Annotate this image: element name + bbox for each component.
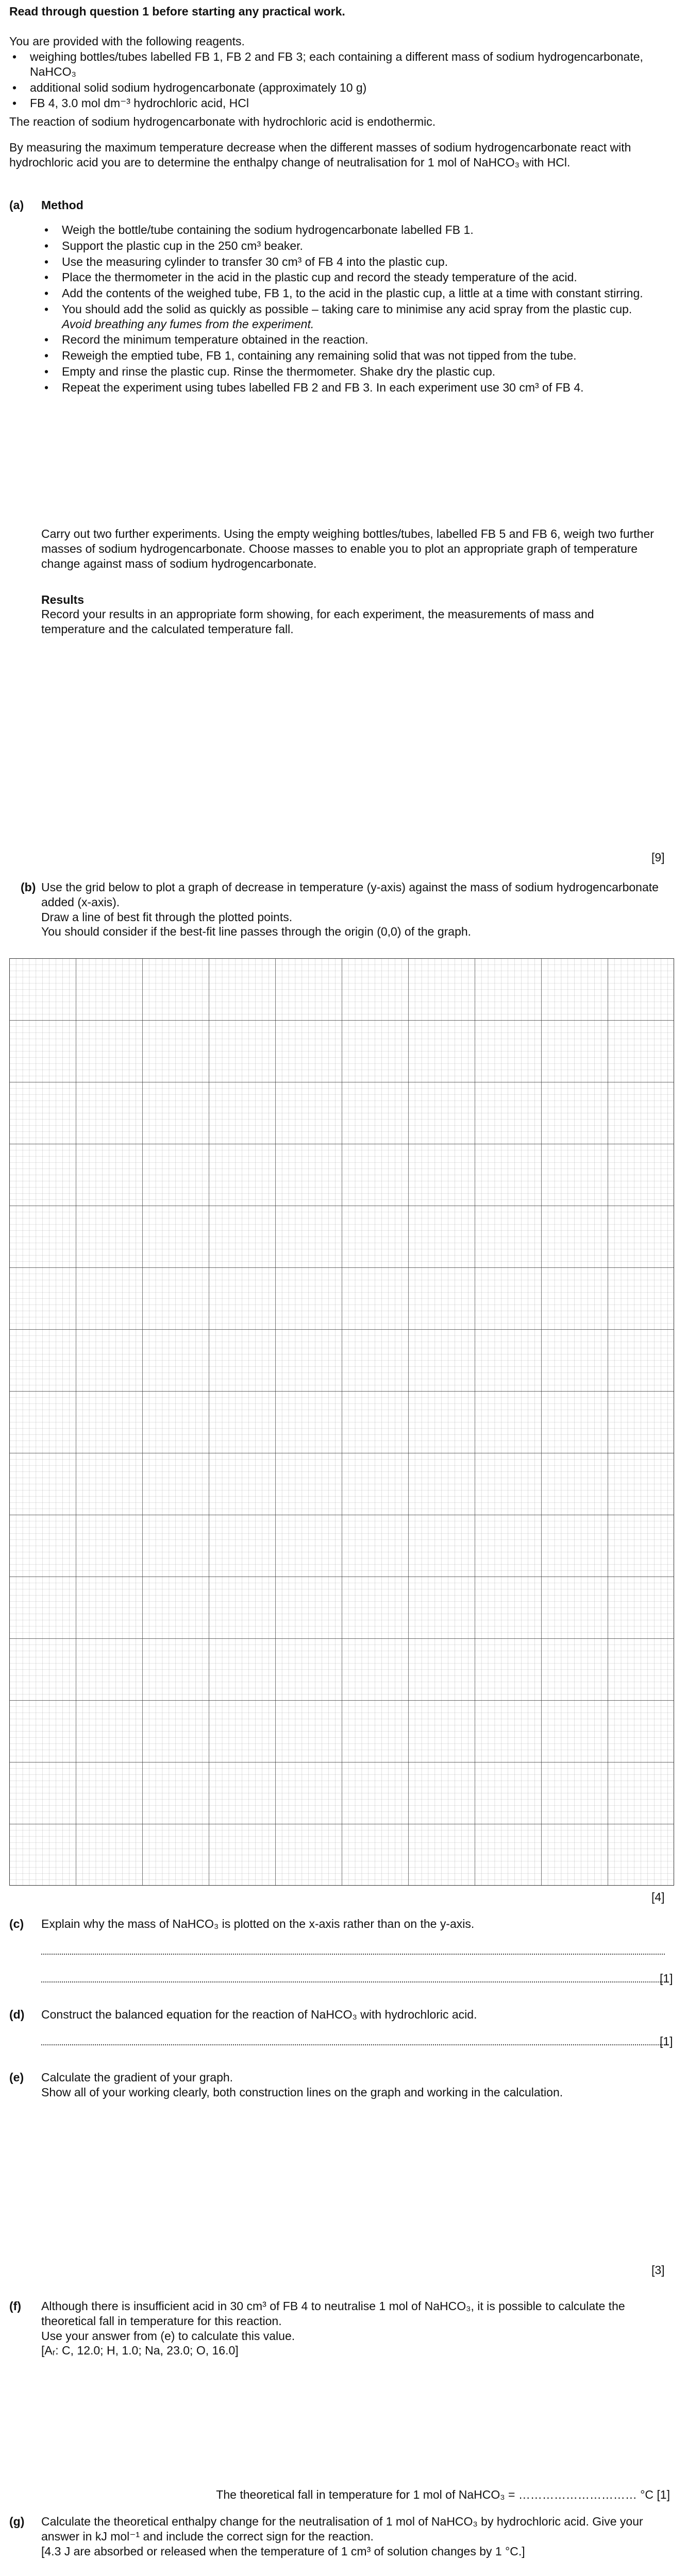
part-d-marks: [1] bbox=[660, 2035, 673, 2048]
part-d-text: Construct the balanced equation for the reaction of NaHCO₃ with hydrochloric acid. bbox=[41, 2008, 477, 2021]
method-steps bbox=[41, 223, 660, 396]
method-step: • Repeat the experiment using tubes labelled FB 2 and FB 3. In each experiment use 30 cm³ of FB 4. bbox=[44, 380, 584, 394]
part-b-best-fit: Draw a line of best fit through the plotted points. bbox=[41, 910, 293, 924]
answer-line[interactable] bbox=[41, 2044, 665, 2045]
part-f-label: (f) bbox=[9, 2299, 21, 2313]
part-c-text: Explain why the mass of NaHCO₃ is plotted on the x-axis rather than on the y-axis. bbox=[41, 1917, 475, 1930]
results-text: Record your results in an appropriate form showing, for each experiment, the measurements of mass and temperature and the calculated temperature fall. bbox=[41, 607, 594, 636]
part-e-working: Show all of your working clearly, both construction lines on the graph and working in the calculation. bbox=[41, 2085, 563, 2099]
further-experiments: Carry out two further experiments. Using the empty weighing bottles/tubes, labelled FB 5 and FB 6, weigh two further masses of sodium hydrogencarbonate. Choose masses to enable you to plot an appropriate graph of temperature change against mass of sodium hydrogencarbonate. bbox=[41, 527, 654, 570]
part-a-title: Method bbox=[41, 198, 83, 212]
reagent-list bbox=[9, 49, 659, 112]
method-step: • Place the thermometer in the acid in the plastic cup and record the steady temperature of the acid. bbox=[44, 270, 577, 284]
statement-aim: By measuring the maximum temperature decrease when the different masses of sodium hydrogencarbonate react with hydrochloric acid you are to determine the enthalpy change of neutralisation for 1 mol of NaHCO₃ with HCl. bbox=[9, 141, 631, 169]
part-a-marks: [9] bbox=[651, 851, 665, 864]
graph-grid-svg[interactable] bbox=[9, 958, 674, 1886]
graph-grid[interactable] bbox=[9, 958, 674, 1886]
method-step: • Use the measuring cylinder to transfer 30 cm³ of FB 4 into the plastic cup. bbox=[44, 255, 448, 268]
part-d-label: (d) bbox=[9, 2008, 25, 2021]
method-step: • Record the minimum temperature obtained in the reaction. bbox=[44, 333, 368, 347]
part-a-label: (a) bbox=[9, 198, 24, 212]
part-g-text bbox=[41, 2514, 660, 2558]
part-f-statement: Although there is insufficient acid in 30 cm³ of FB 4 to neutralise 1 mol of NaHCO₃, it is possible to calculate the theoretical fall in temperature for this reaction. bbox=[41, 2299, 625, 2328]
method-step: • Reweigh the emptied tube, FB 1, containing any remaining solid that was not tipped from the tube. bbox=[44, 349, 577, 362]
part-e-label: (e) bbox=[9, 2071, 24, 2084]
method-step: • Support the plastic cup in the 250 cm³ beaker. bbox=[44, 239, 303, 252]
method-step: • Weigh the bottle/tube containing the sodium hydrogencarbonate labelled FB 1. bbox=[44, 223, 474, 236]
answer-line[interactable] bbox=[41, 1954, 665, 1955]
part-c-marks: [1] bbox=[660, 1972, 673, 1985]
statement-endothermic: The reaction of sodium hydrogencarbonate with hydrochloric acid is endothermic. bbox=[9, 115, 436, 128]
method-step: • Empty and rinse the plastic cup. Rinse the thermometer. Shake dry the plastic cup. bbox=[44, 364, 496, 378]
part-f-ar-values: [Aᵣ: C, 12.0; H, 1.0; Na, 23.0; O, 16.0] bbox=[41, 2344, 239, 2358]
part-c-label: (c) bbox=[9, 1917, 24, 1930]
part-b-origin: You should consider if the best-fit line passes through the origin (0,0) of the graph. bbox=[41, 925, 472, 939]
part-f-answer-line[interactable]: The theoretical fall in temperature for 1 mol of NaHCO₃ = ………………………… °C [1] bbox=[216, 2488, 670, 2501]
part-b-instruction: Use the grid below to plot a graph of decrease in temperature (y-axis) against the mass of sodium hydrogencarbonate added (x-axis). bbox=[41, 880, 659, 909]
part-e-text bbox=[41, 2070, 660, 2100]
reagents-intro: You are provided with the following reagents. bbox=[9, 35, 245, 48]
part-b-label: (b) bbox=[21, 880, 36, 894]
instruction-header: Read through question 1 before starting any practical work. bbox=[9, 5, 345, 18]
method-step: • Add the contents of the weighed tube, FB 1, to the acid in the plastic cup, a little at a time with constant stirring. bbox=[44, 286, 643, 300]
part-g-statement: Calculate the theoretical enthalpy change for the neutralisation of 1 mol of NaHCO₃ by hydrochloric acid. Give your answer in kJ mol⁻¹ and include the correct sign for the reaction. bbox=[41, 2515, 643, 2543]
results-title: Results bbox=[41, 593, 85, 606]
part-e-marks: [3] bbox=[651, 2263, 665, 2277]
reagent-item: • weighing bottles/tubes labelled FB 1, FB 2 and FB 3; each containing a different mass of sodium hydrogencarbonate, NaHCO₃ bbox=[12, 50, 643, 78]
part-g-label: (g) bbox=[9, 2515, 25, 2528]
part-f-text bbox=[41, 2299, 660, 2358]
reagent-item: • additional solid sodium hydrogencarbonate (approximately 10 g) bbox=[12, 80, 367, 94]
part-b-marks: [4] bbox=[651, 1890, 665, 1904]
part-e-instruction: Calculate the gradient of your graph. bbox=[41, 2071, 233, 2084]
part-g-data: [4.3 J are absorbed or released when the temperature of 1 cm³ of solution changes by 1 °C.] bbox=[41, 2544, 525, 2558]
method-step: • You should add the solid as quickly as possible – taking care to minimise any acid spray from the plastic cup. Avoid breathing any fumes from the experiment. bbox=[44, 302, 632, 331]
reagent-item: • FB 4, 3.0 mol dm⁻³ hydrochloric acid, HCl bbox=[12, 96, 249, 110]
part-f-instruction: Use your answer from (e) to calculate this value. bbox=[41, 2329, 295, 2343]
part-b-text bbox=[41, 880, 660, 939]
fume-warning: Avoid breathing any fumes from the experiment. bbox=[62, 317, 314, 331]
answer-line[interactable] bbox=[41, 1981, 665, 1982]
